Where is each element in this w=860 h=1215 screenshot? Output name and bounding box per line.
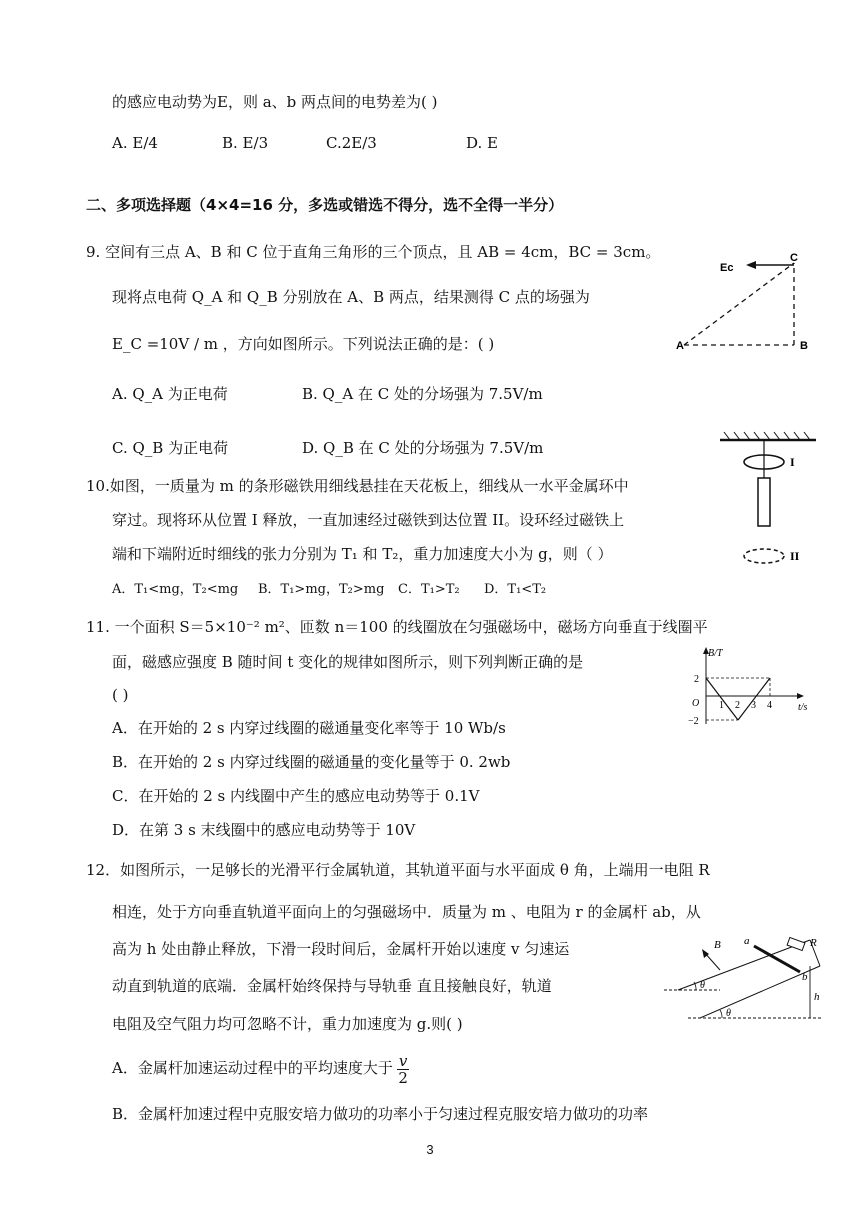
q10-option-b: B．T₁>mg，T₂>mg — [258, 582, 385, 597]
q12-rail-figure — [660, 930, 828, 1024]
q12-option-a-text: A．金属杆加速运动过程中的平均速度大于 — [112, 1059, 393, 1077]
q12-label-theta-1: θ — [700, 980, 705, 991]
q11-option-d: D．在第 3 s 末线圈中的感应电动势等于 10V — [112, 821, 416, 839]
q9-option-d: D. Q_B 在 C 处的分场强为 7.5V/m — [302, 439, 544, 457]
q9-line-3: E_C =10V / m ，方向如图所示。下列说法正确的是：( ) — [112, 335, 495, 353]
q12-label-theta-2: θ — [726, 1008, 731, 1019]
q9-label-c: C — [790, 252, 798, 264]
q12-line-2: 相连，处于方向垂直轨道平面向上的匀强磁场中．质量为 m 、电阻为 r 的金属杆 ab，从 — [112, 903, 701, 921]
q10-option-d: D．T₁<T₂ — [484, 582, 547, 597]
q12-label-b: b — [802, 971, 808, 983]
q11-graph-origin: O — [692, 698, 700, 709]
q9-label-a: A — [676, 340, 684, 352]
q10-label-position-2: II — [790, 549, 800, 563]
q8-tail: 的感应电动势为E，则 a、b 两点间的电势差为( ) — [112, 93, 438, 111]
q11-graph-ytick-2: 2 — [694, 674, 699, 685]
page-number: 3 — [426, 1142, 434, 1157]
q11-graph-ylabel: B/T — [708, 648, 723, 659]
q11-graph-xtick-1: 1 — [719, 700, 724, 711]
q11-graph-xtick-2: 2 — [735, 700, 740, 711]
q9-line-2: 现将点电荷 Q_A 和 Q_B 分别放在 A、B 两点，结果测得 C 点的场强为 — [112, 288, 590, 306]
q12-line-4: 动直到轨道的底端．金属杆始终保持与导轨垂 直且接触良好，轨道 — [112, 977, 552, 995]
q10-option-c: C．T₁>T₂ — [398, 582, 460, 597]
q8-option-c: C.2E/3 — [326, 134, 377, 152]
q8-option-b: B. E/3 — [222, 134, 269, 152]
q10-line-3: 端和下端附近时细线的张力分别为 T₁ 和 T₂，重力加速度大小为 g，则（ ） — [112, 545, 613, 563]
q12-option-a-fraction — [397, 1053, 409, 1086]
q11-graph-xlabel: t/s — [798, 702, 808, 713]
q10-option-a: A．T₁<mg，T₂<mg — [112, 582, 239, 597]
q12-option-a — [112, 1050, 409, 1086]
q11-bt-graph — [684, 644, 814, 736]
q11-graph-xtick-4: 4 — [767, 700, 772, 711]
q9-triangle-figure — [676, 245, 826, 355]
q9-option-c: C. Q_B 为正电荷 — [112, 439, 229, 457]
q10-label-position-1: I — [790, 455, 795, 469]
q12-option-b: B．金属杆加速过程中克服安培力做功的功率小于匀速过程克服安培力做功的功率 — [112, 1105, 649, 1123]
q8-option-a: A. E/4 — [112, 134, 158, 152]
q12-line-3: 高为 h 处由静止释放，下滑一段时间后，金属杆开始以速度 v 匀速运 — [112, 940, 570, 958]
q11-line-3: ( ) — [112, 686, 129, 704]
q11-line-2: 面，磁感应强度 B 随时间 t 变化的规律如图所示，则下列判断正确的是 — [112, 653, 584, 671]
q11-option-b: B．在开始的 2 s 内穿过线圈的磁通量的变化量等于 0. 2wb — [112, 753, 511, 771]
q12-line-5: 电阻及空气阻力均可忽略不计，重力加速度为 g.则( ) — [112, 1015, 463, 1033]
q11-option-a: A．在开始的 2 s 内穿过线圈的磁通量变化率等于 10 Wb/s — [112, 719, 506, 737]
q10-line-1: 10.如图，一质量为 m 的条形磁铁用细线悬挂在天花板上，细线从一水平金属环中 — [86, 477, 629, 495]
section-title: 二、多项选择题（4×4=16 分，多选或错选不得分，选不全得一半分） — [86, 196, 564, 214]
q8-option-d: D. E — [466, 134, 498, 152]
q12-label-a: a — [744, 935, 750, 947]
q11-option-c: C．在开始的 2 s 内线圈中产生的感应电动势等于 0.1V — [112, 787, 480, 805]
fraction-numerator: v — [398, 1051, 408, 1070]
q11-graph-xtick-3: 3 — [751, 700, 756, 711]
q12-line-1: 12．如图所示，一足够长的光滑平行金属轨道，其轨道平面与水平面成 θ 角，上端用一电阻 R — [86, 861, 710, 879]
q12-label-resistor: R — [810, 937, 817, 949]
fraction-denominator: 2 — [398, 1068, 408, 1087]
q9-label-ec: Ec — [720, 262, 734, 274]
q9-option-b: B. Q_A 在 C 处的分场强为 7.5V/m — [302, 385, 543, 403]
q9-option-a: A. Q_A 为正电荷 — [112, 385, 228, 403]
q9-line-1: 9. 空间有三点 A、B 和 C 位于直角三角形的三个顶点，且 AB = 4cm，BC = 3cm。 — [86, 243, 661, 261]
q9-label-b: B — [800, 340, 808, 352]
q11-line-1: 11. 一个面积 S＝5×10⁻² m²、匝数 n＝100 的线圈放在匀强磁场中，磁场方向垂直于线圈平 — [86, 618, 708, 636]
q10-line-2: 穿过。现将环从位置 I 释放，一直加速经过磁铁到达位置 II。设环经过磁铁上 — [112, 511, 625, 529]
q12-label-field: B — [714, 939, 721, 951]
q10-magnet-figure — [716, 428, 820, 574]
q12-label-h: h — [814, 991, 820, 1003]
q11-graph-ytick-neg2: −2 — [688, 716, 699, 727]
